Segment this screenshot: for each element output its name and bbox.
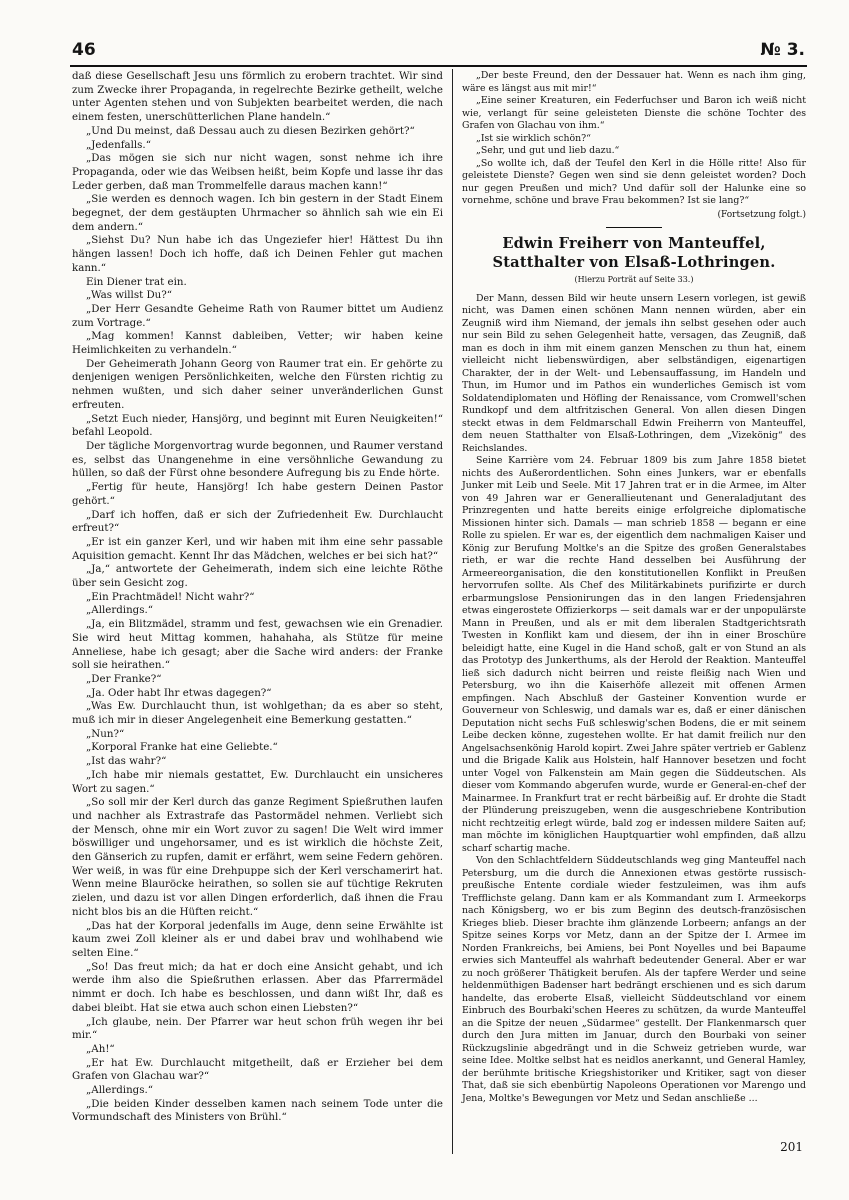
continuation-note: (Fortsetzung folgt.) — [717, 209, 806, 220]
paragraph: Seine Karrière vom 24. Februar 1809 bis zum Jahre 1858 bietet nichts des Außerordentlichen. Sohn eines Junkers, war er ebenfalls Junker mit Leib und Seele. Mit 17 Jahren trat er in die Armee, im Alter von 49 Jahren war er Generallieutenant und Generaladjutant des Prinzregenten und hatte bereits einige erfolgreiche diplomatische Missionen hinter sich. Damals — man schrieb 1858 — begann er eine Rolle zu spielen. Er war es, der eigentlich dem nachmaligen Kaiser und König zur Berufung Moltke's an die Spitze des großen Generalstabes rieth, er war die rechte Hand desselben bei Ausführung der Armeereorganisation, die den konstitutionellen Konflikt in Preußen hervorrufen sollte. Als Chef des Militärkabinets purifizirte er durch erbarmungslose Pensionirungen das in den langen Friedensjahren etwas eingerostete Offizierkorps — seit damals war er der unpopulärste Mann in Preußen, und als er mit dem liberalen Stadtgerichtsrath Twesten in Konflikt kam und diesem, der ihn in einer Broschüre beleidigt hatte, eine Kugel in die Hand schoß, galt er von Stund an als das Prototyp des Junkerthums, als der Herold der Reaktion. Manteuffel ließ sich dadurch nicht beirren und reiste fleißig nach Wien und Petersburg, wo ihn die Kaiserhöfe allezeit mit offenen Armen empfingen. Nach Abschluß der Gasteiner Konvention wurde er Gouverneur von Schleswig, und damals war es, daß er einer dänischen Deputation nicht sechs Fuß schleswig'schen Bodens, die er mit seinem Leibe decken könne, zugestehen wollte. Er hat damit freilich nur den Angelsachsenkönig Harold kopirt. Zwei Jahre später vertrieb er Gablenz und die Brigade Kalik aus Holstein, half Hannover besetzen und focht unter Vogel von Falkenstein am Main gegen die Süddeutschen. Als dieser vom Kommando abgerufen wurde, wurde er General-en-chef der Mainarmee. In Frankfurt trat er recht bärbeißig auf. Er drohte die Stadt der Plünderung preiszugeben, wenn die ausgeschriebene Kontribution nicht rechtzeitig erlegt würde, bald zog er indessen mildere Saiten auf; man möchte im königlichen Hauptquartier wohl empfinden, daß allzu scharf schartig mache. — [462, 455, 806, 854]
paragraph: „Die beiden Kinder desselben kamen nach seinem Tode unter die Vormundschaft des Ministers von Brühl.“ — [72, 1097, 443, 1124]
folio-number: 201 — [780, 1140, 803, 1154]
article-title: Edwin Freiherr von Manteuffel, Statthalter von Elsaß-Lothringen. — [492, 235, 776, 271]
paragraph: „Ist das wahr?“ — [86, 755, 167, 768]
paragraph: „Siehst Du? Nun habe ich das Ungeziefer hier! Hättest Du ihn hängen lassen! Doch ich hoffe, daß ich Deinen Fehler gut machen kann.“ — [72, 234, 443, 274]
paragraph: „Sie werden es dennoch wagen. Ich bin gestern in der Stadt Einem begegnet, der dem gestäupten Uhrmacher so ähnlich sah wie ein Ei dem andern.“ — [72, 193, 443, 233]
paragraph: „Der Herr Gesandte Geheime Rath von Raumer bittet um Audienz zum Vortrage.“ — [72, 302, 443, 329]
paragraph: „Ich glaube, nein. Der Pfarrer war heut schon früh wegen ihr bei mir.“ — [72, 1015, 443, 1042]
paragraph: „Jedenfalls.“ — [86, 138, 151, 151]
paragraph: „Das hat der Korporal jedenfalls im Auge, denn seine Erwählte ist kaum zwei Zoll kleiner als er und dabei brav und wohlhabend wie selten Eine.“ — [72, 919, 443, 959]
page-number: 46 — [72, 40, 96, 60]
paragraph: „Ist sie wirklich schön?“ — [476, 132, 591, 144]
paragraph: „Ich habe mir niemals gestattet, Ew. Durchlaucht ein unsicheres Wort zu sagen.“ — [72, 768, 443, 795]
paragraph: „So! Das freut mich; da hat er doch eine Ansicht gehabt, und ich werde ihm also die Spießruthen erlassen. Aber das Pfarrermädel nimmt er doch. Ich habe es beschlossen, und dann wißt Ihr, daß es dabei bleibt. Hat sie etwa auch schon einen Liebsten?“ — [72, 960, 443, 1014]
article-body — [462, 293, 806, 1106]
paragraph: „Er ist ein ganzer Kerl, und wir haben mit ihm eine sehr passable Aquisition gemacht. Kennt Ihr das Mädchen, welches er bei sich hat?“ — [72, 535, 443, 562]
paragraph: „Mag kommen! Kannst dableiben, Vetter; wir haben keine Heimlichkeiten zu verhandeln.“ — [72, 330, 443, 357]
header-rule — [70, 65, 807, 67]
paragraph: „So wollte ich, daß der Teufel den Kerl in die Hölle ritte! Also für geleistete Dienste? Gegen wen sind sie denn geleistet worden? Doch nur gegen Preußen und mich? Und dafür soll der Halunke eine so vornehme, schöne und brave Frau bekommen? Ist sie lang?“ — [462, 157, 806, 206]
paragraph: „Der Franke?“ — [86, 672, 162, 685]
paragraph: „Allerdings.“ — [86, 604, 153, 617]
paragraph: „Nun?“ — [86, 727, 125, 740]
paragraph: „Sehr, und gut und lieb dazu.“ — [476, 145, 620, 156]
paragraph: „Ja,“ antwortete der Geheimerath, indem sich eine leichte Röthe über sein Gesicht zog. — [72, 563, 443, 590]
paragraph: Der Geheimerath Johann Georg von Raumer trat ein. Er gehörte zu denjenigen wenigen Persönlichkeiten, welche den Fürsten richtig zu nehmen wußten, und sich daher seiner unveränderlichen Gunst erfreuten. — [72, 357, 443, 411]
paragraph: „Der beste Freund, den der Dessauer hat. Wenn es nach ihm ging, wäre es längst aus mit mir!“ — [462, 70, 806, 94]
paragraph: „So soll mir der Kerl durch das ganze Regiment Spießruthen laufen und nachher als Extrastrafe das Pastormädel nehmen. Verliebt sich der Mensch, ohne mir ein Wort zuvor zu sagen! Die Welt wird immer böswilliger und ungehorsamer, und es ist wirklich die höchste Zeit, den Gänserich zu rupfen, damit er erfährt, wem seine Federn gehören. Wer weiß, in was für eine Drehpuppe sich der Kerl verschamerirt hat. Wenn meine Blauröcke heirathen, so sollen sie auf tüchtige Rekruten zielen, und dazu ist vor allen Dingen erforderlich, daß ihnen die Frau nicht blos bis an die Hüften reicht.“ — [72, 796, 443, 918]
paragraph: „Ja, ein Blitzmädel, stramm und fest, gewachsen wie ein Grenadier. Sie wird heut Mittag kommen, hahahaha, als Stütze für meine Anneliese, habe ich gesagt; aber die Sache wird anders: der Franke soll sie heirathen.“ — [72, 618, 443, 672]
issue-number: № 3. — [760, 40, 805, 60]
paragraph: „Darf ich hoffen, daß er sich der Zufriedenheit Ew. Durchlaucht erfreut?“ — [72, 508, 443, 535]
paragraph: „Korporal Franke hat eine Geliebte.“ — [86, 741, 278, 754]
paragraph: daß diese Gesellschaft Jesu uns förmlich zu erobern trachtet. Wir sind zum Zwecke ihrer Propaganda, in regelrechte Bezirke getheilt, welche unter Agenten stehen und von Subjekten bearbeitet werden, die nach einem festen, unerschütterlichen Plane handeln.“ — [72, 70, 443, 124]
paragraph: „Was willst Du?“ — [86, 289, 173, 302]
paragraph: „Ein Prachtmädel! Nicht wahr?“ — [86, 590, 255, 603]
paragraph: „Eine seiner Kreaturen, ein Federfuchser und Baron ich weiß nicht wie, verlangt für seine geleisteten Dienste die schöne Tochter des Grafen von Glachau von ihm.“ — [462, 95, 806, 131]
article-separator — [606, 227, 662, 228]
paragraph: „Das mögen sie sich nur nicht wagen, sonst nehme ich ihre Propaganda, oder wie das Weibsen heißt, beim Kopfe und lasse ihr das Leder gerben, daß man Trommelfelle daraus machen kann!“ — [72, 152, 443, 192]
paragraph: Ein Diener trat ein. — [86, 275, 187, 288]
right-column — [462, 70, 806, 1105]
paragraph: „Was Ew. Durchlaucht thun, ist wohlgethan; da es aber so steht, muß ich mir in dieser Angelegenheit eine Bemerkung gestatten.“ — [72, 700, 443, 727]
paragraph: „Setzt Euch nieder, Hansjörg, und beginnt mit Euren Neuigkeiten!“ befahl Leopold. — [72, 412, 443, 439]
paragraph: „Ah!“ — [86, 1042, 115, 1055]
paragraph: „Er hat Ew. Durchlaucht mitgetheilt, daß er Erzieher bei dem Grafen von Glachau war?“ — [72, 1056, 443, 1083]
article-subnote: (Hierzu Porträt auf Seite 33.) — [574, 275, 694, 284]
left-column — [72, 70, 443, 1125]
paragraph: Der Mann, dessen Bild wir heute unsern Lesern vorlegen, ist gewiß nicht, was Damen einen schönen Mann nennen würden, aber ein Zeugniß wird ihm Niemand, der jemals ihn selbst gesehen oder auch nur sein Bild zu sehen Gelegenheit hatte, versagen, das Zeugniß, daß man es doch in ihm mit einem ganzen Menschen zu thun hat, einem vielleicht nicht liebenswürdigen, aber selbständigen, eigenartigen Charakter, der in der Welt- und Lebensauffassung, im Handeln und Thun, im Humor und im Pathos ein wunderliches Gemisch ist vom Soldatendiplomaten und Höfling der Renaissance, vom Cromwell'schen Rundkopf und dem altfritzischen General. Von allen diesen Dingen steckt etwas in dem Feldmarschall Edwin Freiherrn von Manteuffel, dem neuen Statthalter von Elsaß-Lothringen, dem „Vizekönig“ des Reichslandes. — [462, 292, 806, 454]
paragraph: Von den Schlachtfeldern Süddeutschlands weg ging Manteuffel nach Petersburg, um die durch die Annexionen etwas gestörte russisch-preußische Entente cordiale wieder festzuleimen, was ihm aufs Trefflichste gelang. Dann kam er als Kommandant zum I. Armeekorps nach Königsberg, wo er bis zum Beginn des deutsch-französischen Krieges blieb. Dieser brachte ihm glänzende Lorbeern; anfangs an der Spitze seines Korps vor Metz, dann an der Spitze der I. Armee im Norden Frankreichs, bei Amiens, bei Pont Noyelles und bei Bapaume erwies sich Manteuffel als wahrhaft bedeutender General. Aber er war zu noch größerer Thätigkeit berufen. Als der tapfere Werder und seine heldenmüthigen Badenser hart bedrängt erschienen und es sich darum handelte, das eroberte Elsaß, vielleicht Süddeutschland vor einem Einbruch des Bourbaki'schen Heeres zu schützen, da wurde Manteuffel an die Spitze der neuen „Südarmee“ gestellt. Der Flankenmarsch quer durch den Jura mitten im Januar, durch den Bourbaki von seiner Rückzugslinie abgedrängt und in die Schweiz getrieben wurde, war seine Idee. Moltke selbst hat es neidlos anerkannt, und General Hamley, der berühmte britische Kriegshistoriker und Kritiker, sagt von dieser That, daß sie sich ebenbürtig Napoleons Operationen vor Marengo und Jena, Moltke's Bewegungen vor Metz und Sedan anschließe ... — [462, 855, 806, 1104]
paragraph: „Allerdings.“ — [86, 1084, 153, 1097]
column-separator — [452, 69, 453, 1154]
paragraph: „Ja. Oder habt Ihr etwas dagegen?“ — [86, 686, 272, 699]
paragraph: Der tägliche Morgenvortrag wurde begonnen, und Raumer verstand es, selbst das Unangenehme in eine versöhnliche Gewandung zu hüllen, so daß der Fürst ohne besondere Aufregung bis zu Ende hörte. — [72, 439, 444, 480]
paragraph: „Fertig für heute, Hansjörg! Ich habe gestern Deinen Pastor gehört.“ — [72, 481, 443, 507]
paragraph: „Und Du meinst, daß Dessau auch zu diesen Bezirken gehört?“ — [86, 124, 415, 137]
story-continuation — [462, 70, 806, 208]
